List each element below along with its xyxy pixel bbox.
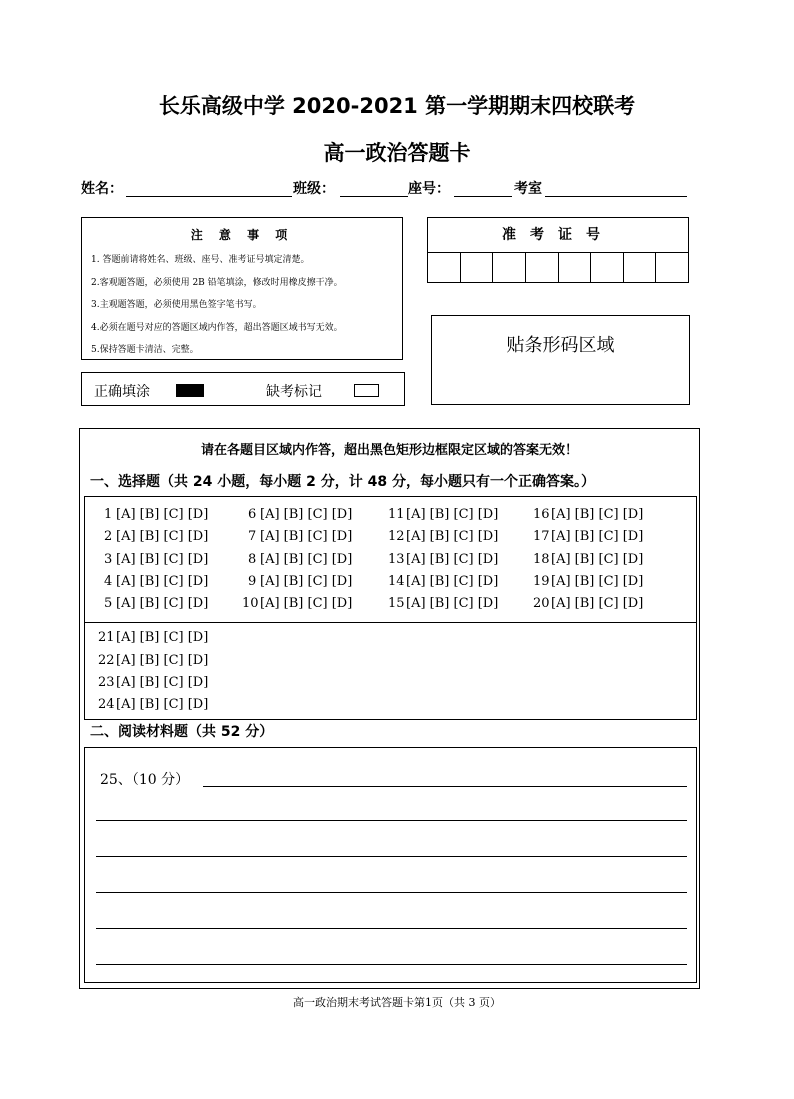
class-label: 班级： <box>293 181 335 197</box>
answer-line[interactable] <box>96 892 687 893</box>
answer-options[interactable]: [A] [B] [C] [D] <box>551 507 644 522</box>
question-number: 22 <box>98 653 115 668</box>
answer-options[interactable]: [A] [B] [C] [D] <box>406 574 499 589</box>
answer-options[interactable]: [A] [B] [C] [D] <box>551 574 644 589</box>
question-number: 4 <box>104 574 113 589</box>
answer-options[interactable]: [A] [B] [C] [D] <box>260 507 353 522</box>
page-footer: 高一政治期末考试答题卡第1页（共 3 页） <box>293 996 501 1009</box>
question-number: 21 <box>98 630 115 645</box>
answer-options[interactable]: [A] [B] [C] [D] <box>116 697 209 712</box>
question-number: 7 <box>248 529 257 544</box>
question-number: 2 <box>104 529 113 544</box>
notice-item: 1. 答题前请将姓名、班级、座号、准考证号填定清楚。 <box>91 255 310 265</box>
question-number: 3 <box>104 552 113 567</box>
question-number: 19 <box>533 574 550 589</box>
notice-item: 4.必须在题号对应的答题区域内作答，超出答题区域书写无效。 <box>91 322 343 333</box>
question-number: 12 <box>388 529 405 544</box>
admission-digit-cell[interactable] <box>461 253 494 283</box>
choice-block-1 <box>84 496 697 623</box>
answer-options[interactable]: [A] [B] [C] [D] <box>260 552 353 567</box>
q25-label: 25、（10 分） <box>100 772 190 788</box>
question-number: 18 <box>533 552 550 567</box>
class-field[interactable] <box>340 180 408 197</box>
answer-area-warning: 请在各题目区域内作答，超出黑色矩形边框限定区域的答案无效！ <box>200 443 578 458</box>
notice-title: 注 意 事 项 <box>190 228 294 242</box>
answer-options[interactable]: [A] [B] [C] [D] <box>116 507 209 522</box>
answer-options[interactable]: [A] [B] [C] [D] <box>116 653 209 668</box>
admission-number-title: 准考证号 <box>428 218 688 253</box>
seat-field[interactable] <box>454 180 512 197</box>
question-number: 11 <box>388 507 405 522</box>
question-number: 20 <box>533 596 550 611</box>
admission-digit-cell[interactable] <box>493 253 526 283</box>
question-number: 23 <box>98 675 115 690</box>
room-field[interactable] <box>545 180 687 197</box>
answer-line[interactable] <box>96 820 687 821</box>
fill-legend <box>81 372 405 406</box>
answer-line[interactable] <box>96 964 687 965</box>
answer-line[interactable] <box>96 856 687 857</box>
answer-sheet-title: 高一政治答题卡 <box>323 141 471 165</box>
admission-number-box <box>427 217 689 283</box>
essay-block-q25 <box>84 747 697 983</box>
answer-options[interactable]: [A] [B] [C] [D] <box>260 529 353 544</box>
question-number: 5 <box>104 596 113 611</box>
admission-digit-cell[interactable] <box>656 253 688 283</box>
section1-title: 一、选择题（共 24 小题，每小题 2 分，计 48 分，每小题只有一个正确答案。） <box>90 474 595 490</box>
name-field[interactable] <box>126 180 292 197</box>
notice-item: 2.客观题答题，必须使用 2B 铅笔填涂，修改时用橡皮擦干净。 <box>91 277 343 288</box>
correct-fill-sample <box>176 384 204 397</box>
admission-digit-cell[interactable] <box>526 253 559 283</box>
correct-fill-label: 正确填涂 <box>94 384 150 400</box>
admission-digit-cell[interactable] <box>591 253 624 283</box>
answer-options[interactable]: [A] [B] [C] [D] <box>406 529 499 544</box>
admission-digit-cell[interactable] <box>428 253 461 283</box>
answer-options[interactable]: [A] [B] [C] [D] <box>551 529 644 544</box>
answer-area <box>79 428 700 989</box>
answer-options[interactable]: [A] [B] [C] [D] <box>551 596 644 611</box>
exam-title: 长乐高级中学 2020-2021 第一学期期末四校联考 <box>158 94 636 118</box>
admission-digit-cell[interactable] <box>624 253 657 283</box>
notice-item: 5.保持答题卡清洁、完整。 <box>91 345 199 355</box>
admission-number-cells <box>428 253 688 283</box>
seat-label: 座号： <box>408 181 450 197</box>
answer-options[interactable]: [A] [B] [C] [D] <box>406 552 499 567</box>
question-number: 9 <box>248 574 257 589</box>
question-number: 1 <box>104 507 113 522</box>
choice-block-2 <box>84 622 697 720</box>
notice-list <box>82 249 402 362</box>
answer-options[interactable]: [A] [B] [C] [D] <box>116 675 209 690</box>
answer-options[interactable]: [A] [B] [C] [D] <box>116 552 209 567</box>
answer-options[interactable]: [A] [B] [C] [D] <box>406 507 499 522</box>
answer-options[interactable]: [A] [B] [C] [D] <box>116 596 209 611</box>
barcode-label: 贴条形码区域 <box>506 335 615 356</box>
answer-options[interactable]: [A] [B] [C] [D] <box>406 596 499 611</box>
question-number: 14 <box>388 574 405 589</box>
notice-box <box>81 217 403 360</box>
room-label: 考室 <box>514 181 542 197</box>
question-number: 24 <box>98 697 115 712</box>
absent-mark-label: 缺考标记 <box>266 384 322 400</box>
answer-options[interactable]: [A] [B] [C] [D] <box>551 552 644 567</box>
answer-options[interactable]: [A] [B] [C] [D] <box>260 574 353 589</box>
question-number: 6 <box>248 507 257 522</box>
section2-title: 二、阅读材料题（共 52 分） <box>90 724 274 740</box>
notice-item: 3.主观题答题，必须使用黑色签字笔书写。 <box>91 300 262 310</box>
barcode-area <box>431 315 690 405</box>
question-number: 15 <box>388 596 405 611</box>
name-label: 姓名： <box>81 181 123 197</box>
answer-line[interactable] <box>203 786 687 787</box>
absent-mark-box[interactable] <box>354 384 379 397</box>
answer-options[interactable]: [A] [B] [C] [D] <box>116 529 209 544</box>
answer-options[interactable]: [A] [B] [C] [D] <box>116 630 209 645</box>
question-number: 16 <box>533 507 550 522</box>
answer-line[interactable] <box>96 928 687 929</box>
question-number: 13 <box>388 552 405 567</box>
admission-digit-cell[interactable] <box>559 253 592 283</box>
question-number: 10 <box>242 596 259 611</box>
answer-options[interactable]: [A] [B] [C] [D] <box>116 574 209 589</box>
question-number: 17 <box>533 529 550 544</box>
question-number: 8 <box>248 552 257 567</box>
answer-options[interactable]: [A] [B] [C] [D] <box>260 596 353 611</box>
